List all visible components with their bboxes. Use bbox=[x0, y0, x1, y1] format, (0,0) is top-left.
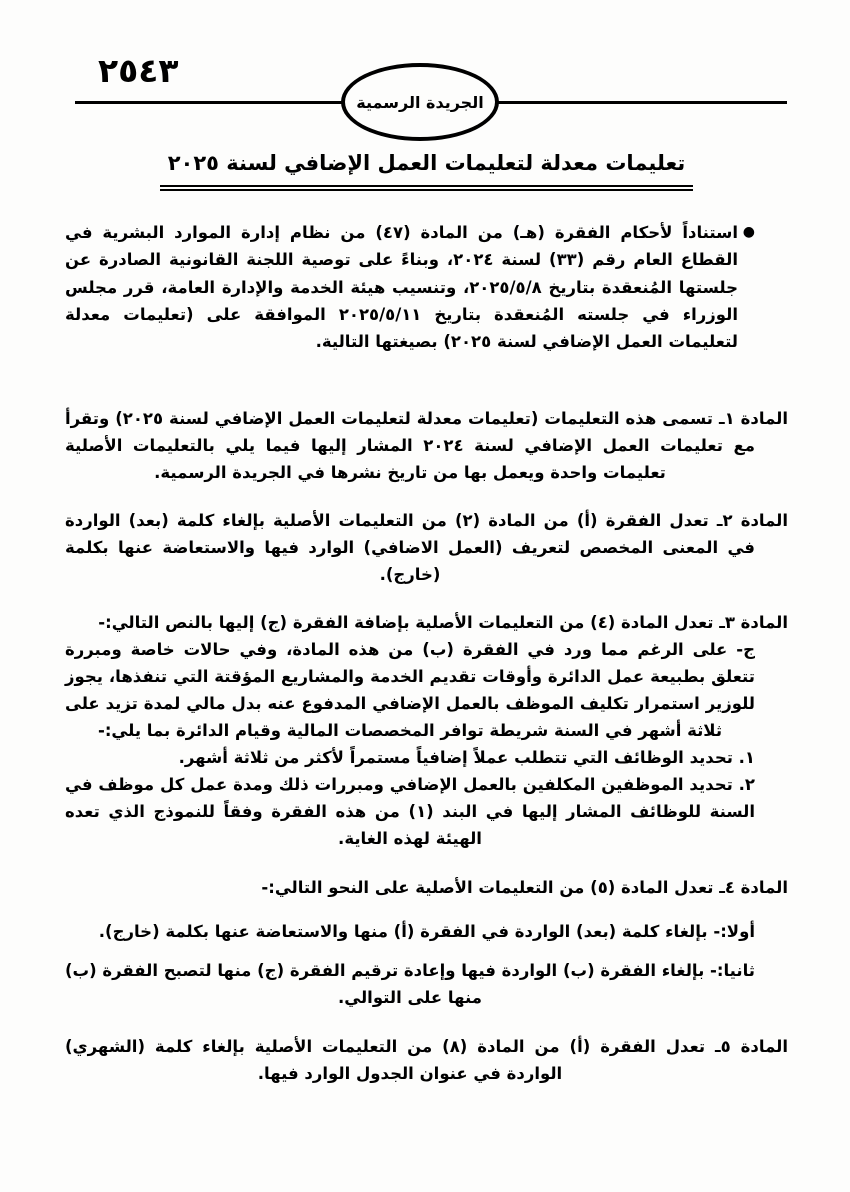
article-5-paragraph: المادة ٥ـ تعدل الفقرة (أ) من المادة (٨) من التعليمات الأصلية بإلغاء كلمة (الشهري) الواردة في عنوان الجدول الوارد فيها. bbox=[65, 1037, 789, 1084]
gazette-badge-label: الجريدة الرسمية bbox=[356, 92, 484, 112]
document-title: تعليمات معدلة لتعليمات العمل الإضافي لسنة ٢٠٢٥ bbox=[160, 146, 694, 191]
article-3-paragraph: المادة ٣ـ تعدل المادة (٤) من التعليمات الأصلية بإضافة الفقرة (ج) إليها بالنص التالي:- bbox=[98, 612, 788, 632]
article-2-paragraph: المادة ٢ـ تعدل الفقرة (أ) من المادة (٢) من التعليمات الأصلية بإلغاء كلمة (بعد) الواردة في المعنى المخصص لتعريف (العمل الاضافي) الوارد فيها والاستعاضة عنها بكلمة (خارج). bbox=[65, 510, 789, 584]
gazette-badge bbox=[341, 63, 499, 141]
bullet-icon: ● bbox=[742, 224, 755, 241]
page-number: ٢٥٤٣ bbox=[98, 51, 179, 90]
article-1-paragraph: المادة ١ـ تسمى هذه التعليمات (تعليمات معدلة لتعليمات العمل الإضافي لسنة ٢٠٢٥) وتقرأ مع تعليمات العمل الإضافي لسنة ٢٠٢٤ المشار إليها فيما يلي بالتعليمات الأصلية تعليمات واحدة ويعمل بها من تاريخ نشرها في الجريدة الرسمية. bbox=[65, 408, 788, 482]
article-3-item-1: ١. تحديد الوظائف التي تتطلب عملاً إضافياً مستمراً لأكثر من ثلاثة أشهر. bbox=[178, 748, 755, 768]
preamble-text: استناداً لأحكام الفقرة (هـ) من المادة (٤٧) من نظام إدارة الموارد البشرية في القطاع العام رقم (٣٣) لسنة ٢٠٢٤، وبناءً على توصية اللجنة القانونية الصادرة عن جلستها المُنعقدة بتاريخ ٢٠٢٥/٥/٨، وتنسيب هيئة الخدمة والإدارة العامة، قرر مجلس الوزراء في جلسته المُنعقدة بتاريخ ٢٠٢٥/٥/١١ الموافقة على (تعليمات معدلة لتعليمات العمل الإضافي لسنة ٢٠٢٥) بصيغتها التالية. bbox=[65, 223, 738, 351]
title-row bbox=[65, 146, 788, 191]
article-3-item-2: ٢. تحديد الموظفين المكلفين بالعمل الإضافي ومبررات ذلك ومدة عمل كل موظف في السنة للوظائف المشار إليها في البند (١) من هذه الفقرة وفقاً للنموذج الذي تعده الهيئة لهذه الغاية. bbox=[65, 775, 756, 849]
article-4-item-first: أولا:- بإلغاء كلمة (بعد) الواردة في الفقرة (أ) منها والاستعاضة عنها بكلمة (خارج). bbox=[98, 921, 755, 941]
article-4-paragraph: المادة ٤ـ تعدل المادة (٥) من التعليمات الأصلية على النحو التالي:- bbox=[261, 878, 788, 898]
document-body bbox=[65, 146, 788, 1104]
preamble-paragraph bbox=[65, 219, 788, 354]
article-4-item-second: ثانيا:- بإلغاء الفقرة (ب) الواردة فيها وإعادة ترقيم الفقرة (ج) منها لتصبح الفقرة (ب) منها على التوالي. bbox=[65, 960, 755, 1008]
article-3-clause-j: ج- على الرغم مما ورد في الفقرة (ب) من هذه المادة، وفي حالات خاصة ومبررة تتعلق بطبيعة عمل الدائرة وأوقات تقديم الخدمة والمشاريع المؤقتة التي تنفذها، يجوز للوزير استمرار تكليف الموظف بالعمل الإضافي المدفوع عنه بدل مالي لمدة تزيد على ثلاثة أشهر في السنة شريطة توافر المخصصات المالية وقيام الدائرة بما يلي:- bbox=[65, 640, 755, 741]
